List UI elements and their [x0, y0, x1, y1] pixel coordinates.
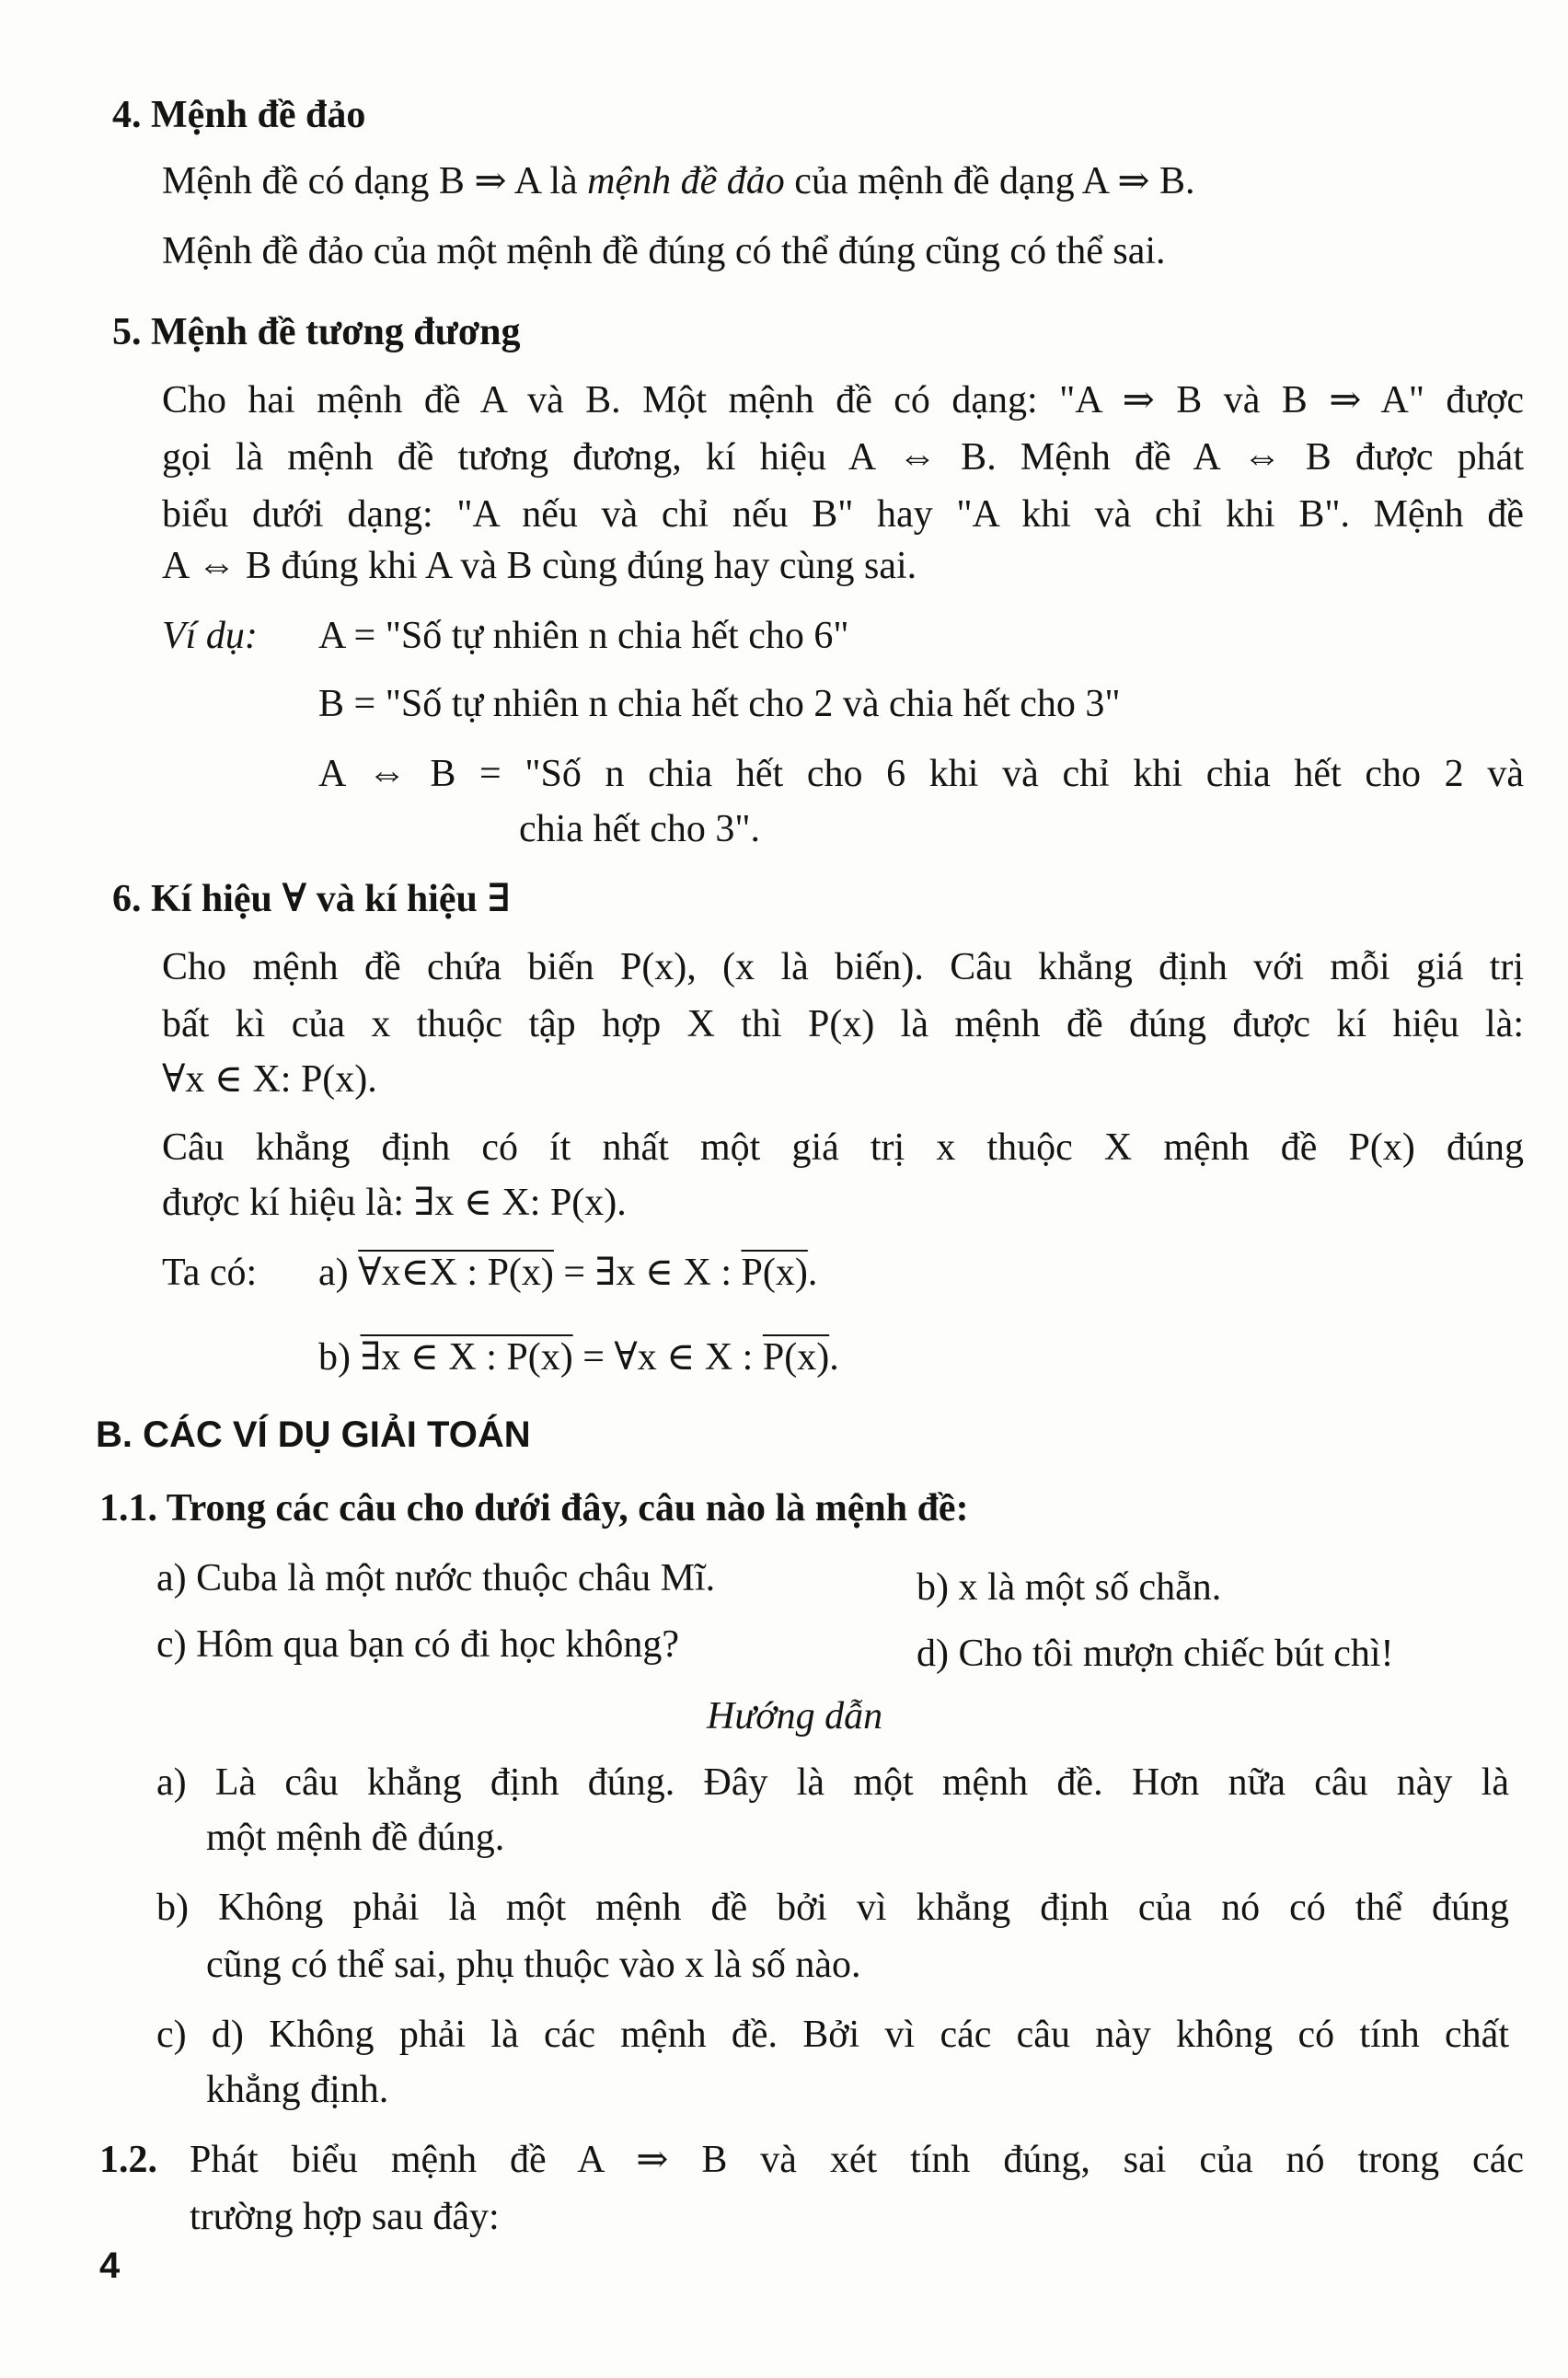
section-6-line-2: bất kì của x thuộc tập hợp X thì P(x) là mệnh đề đúng được kí hiệu là:: [162, 1003, 1524, 1045]
page-number: 4: [99, 2245, 121, 2286]
italic-term: mệnh đề đảo: [587, 160, 785, 202]
section-5-title: 5. Mệnh đề tương đương: [112, 311, 521, 353]
formula-a-end: .: [807, 1252, 818, 1294]
section-5-line-3: biểu dưới dạng: "A nếu và chỉ nếu B" hay "A khi và chỉ khi B". Mệnh đề: [162, 493, 1524, 536]
guide-a-line-1: a) Là câu khẳng định đúng. Đây là một mệnh đề. Hơn nữa câu này là: [156, 1761, 1509, 1804]
section-b-title: B. CÁC VÍ DỤ GIẢI TOÁN: [96, 1414, 531, 1455]
option-a: a) Cuba là một nước thuộc châu Mĩ.: [156, 1557, 716, 1599]
formula-a-negated-rhs: P(x): [741, 1252, 808, 1294]
formula-a-middle: = ∃x ∈ X :: [553, 1252, 742, 1294]
formula-b: [318, 1334, 839, 1380]
question-1-2-line-1: Phát biểu mệnh đề A ⇒ B và xét tính đúng, sai của nó trong các: [190, 2139, 1524, 2181]
guide-b-line-2: cũng có thể sai, phụ thuộc vào x là số nào.: [206, 1944, 861, 1986]
section-6-line-3: ∀x ∈ X: P(x).: [162, 1058, 377, 1101]
section-5-line-2: gọi là mệnh đề tương đương, kí hiệu A ⇔ B. Mệnh đề A ⇔ B được phát: [162, 436, 1524, 479]
ta-co-label: Ta có:: [162, 1252, 258, 1294]
formula-b-negated-rhs: P(x): [762, 1336, 830, 1379]
example-line-4: chia hết cho 3".: [519, 808, 761, 850]
option-d: d) Cho tôi mượn chiếc bút chì!: [917, 1633, 1394, 1675]
example-line-1: A = "Số tự nhiên n chia hết cho 6": [318, 615, 849, 657]
guide-a-line-2: một mệnh đề đúng.: [206, 1817, 505, 1859]
formula-b-label: b): [318, 1336, 351, 1379]
section-5-line-1: Cho hai mệnh đề A và B. Một mệnh đề có dạng: "A ⇒ B và B ⇒ A" được: [162, 379, 1524, 421]
formula-a: [318, 1250, 817, 1296]
formula-a-negated-lhs: ∀x∈X : P(x): [358, 1252, 554, 1294]
example-line-2: B = "Số tự nhiên n chia hết cho 2 và chia hết cho 3": [318, 683, 1121, 725]
question-1-2-number: 1.2.: [99, 2139, 157, 2181]
question-1-1-text: 1.1. Trong các câu cho dưới đây, câu nào là mệnh đề:: [99, 1487, 969, 1530]
formula-a-label: a): [318, 1252, 349, 1294]
section-6-line-5: được kí hiệu là: ∃x ∈ X: P(x).: [162, 1182, 627, 1224]
formula-b-middle: = ∀x ∈ X :: [572, 1336, 763, 1379]
question-1-1: [99, 1485, 969, 1531]
guide-heading: Hướng dẫn: [707, 1695, 883, 1737]
section-5-line-4: A ⇔ B đúng khi A và B cùng đúng hay cùng sai.: [162, 545, 917, 587]
guide-b-line-1: b) Không phải là một mệnh đề bởi vì khẳng định của nó có thể đúng: [156, 1887, 1509, 1929]
question-1-2-line-2: trường hợp sau đây:: [190, 2196, 500, 2238]
formula-b-negated-lhs: ∃x ∈ X : P(x): [360, 1336, 573, 1379]
option-b: b) x là một số chẵn.: [917, 1566, 1222, 1609]
formula-b-end: .: [829, 1336, 839, 1379]
text-run: của mệnh đề dạng A ⇒ B.: [784, 160, 1195, 202]
section-4-paragraph-1: [162, 158, 1195, 204]
guide-c-line-2: khẳng định.: [206, 2069, 389, 2111]
section-6-title: 6. Kí hiệu ∀ và kí hiệu ∃: [112, 878, 512, 920]
section-6-line-4: Câu khẳng định có ít nhất một giá trị x thuộc X mệnh đề P(x) đúng: [162, 1126, 1524, 1169]
example-line-3: A ⇔ B = "Số n chia hết cho 6 khi và chỉ khi chia hết cho 2 và: [318, 753, 1524, 795]
guide-c-line-1: c) d) Không phải là các mệnh đề. Bởi vì các câu này không có tính chất: [156, 2014, 1509, 2056]
text-run: Mệnh đề có dạng B ⇒ A là: [162, 160, 588, 202]
section-6-line-1: Cho mệnh đề chứa biến P(x), (x là biến). Câu khẳng định với mỗi giá trị: [162, 946, 1524, 988]
section-4-paragraph-2: Mệnh đề đảo của một mệnh đề đúng có thể đúng cũng có thể sai.: [162, 230, 1166, 272]
example-label: Ví dụ:: [162, 615, 258, 657]
option-c: c) Hôm qua bạn có đi học không?: [156, 1623, 680, 1666]
section-4-title: 4. Mệnh đề đảo: [112, 94, 366, 136]
